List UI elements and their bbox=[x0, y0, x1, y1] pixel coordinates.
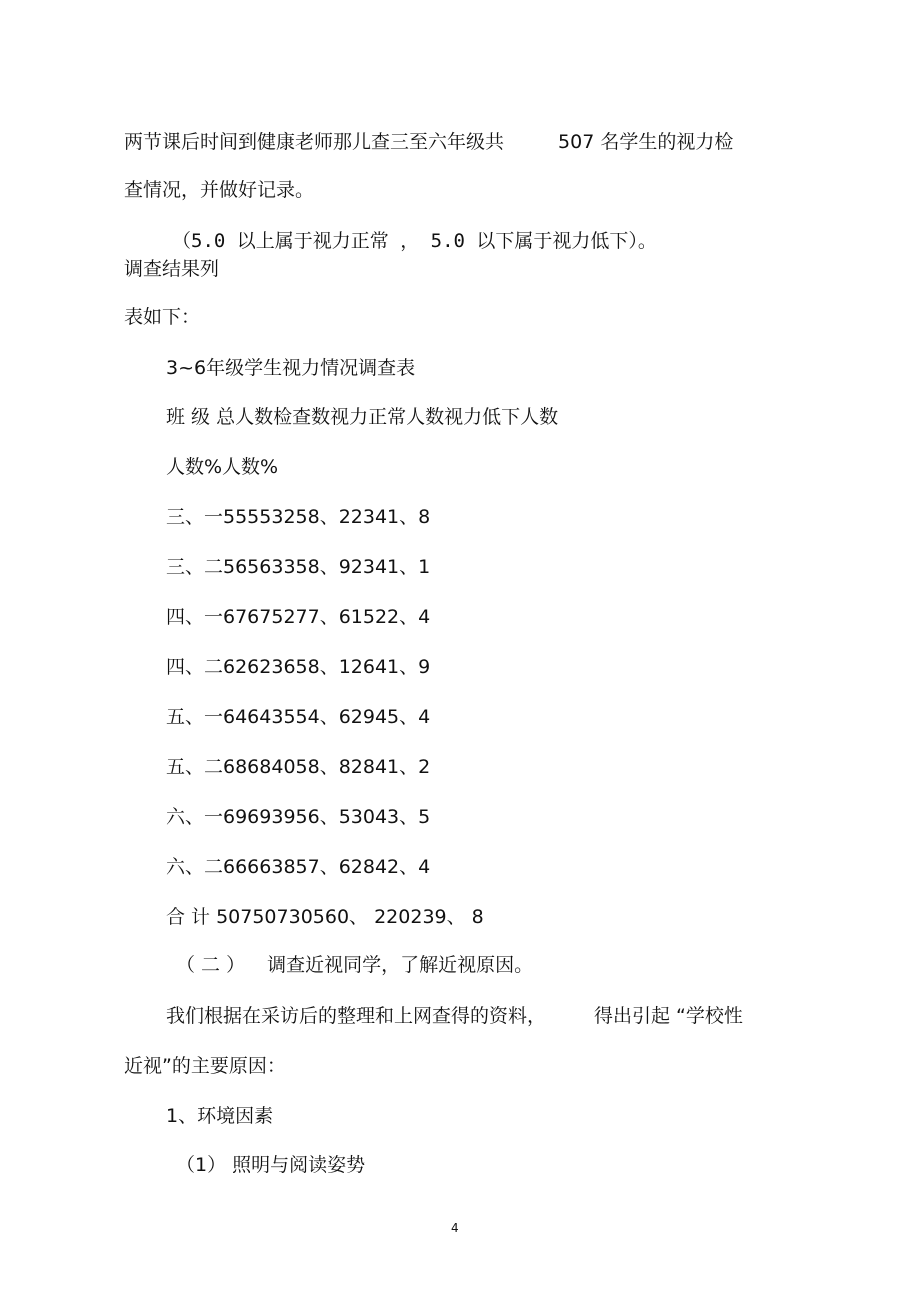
table-row: 四、一67675277、61522、4 bbox=[166, 606, 431, 628]
table-header-1: 班 级 总人数检查数视力正常人数视力低下人数 bbox=[166, 406, 559, 428]
table-row: 六、一69693956、53043、5 bbox=[166, 806, 431, 828]
paragraph-line-1 bbox=[124, 130, 733, 154]
result-intro-line-2: 表如下： bbox=[124, 306, 201, 328]
result-intro-line-1: 调查结果列 bbox=[124, 258, 220, 280]
table-row: 三、一55553258、22341、8 bbox=[166, 506, 431, 528]
table-row: 四、二62623658、12641、9 bbox=[166, 656, 431, 678]
vision-criteria: （5.0 以上属于视力正常 ， 5.0 以下属于视力低下）。 bbox=[172, 230, 657, 252]
section-paragraph-text: 我们根据在采访后的整理和上网查得的资料， bbox=[166, 1005, 547, 1027]
section-number: （ 二 ） bbox=[176, 954, 246, 976]
table-row: 五、一64643554、62945、4 bbox=[166, 706, 431, 728]
paragraph-text: 两节课后时间到健康老师那儿查三至六年级共 bbox=[124, 131, 505, 153]
section-paragraph-line-1 bbox=[166, 1004, 743, 1028]
factor-heading: 1、环境因素 bbox=[166, 1105, 274, 1127]
factor-subheading: （1） 照明与阅读姿势 bbox=[176, 1154, 366, 1176]
table-row: 三、二56563358、92341、1 bbox=[166, 556, 431, 578]
table-header-2: 人数%人数% bbox=[166, 456, 279, 478]
paragraph-text-count: 507 名学生的视力检 bbox=[558, 131, 734, 153]
table-total-row: 合 计 50750730560、 220239、 8 bbox=[166, 906, 484, 928]
section-heading bbox=[176, 953, 533, 977]
page-number: 4 bbox=[451, 1221, 459, 1235]
section-paragraph-line-2: 近视”的主要原因： bbox=[124, 1055, 286, 1077]
table-row: 六、二66663857、62842、4 bbox=[166, 856, 431, 878]
table-title: 3~6年级学生视力情况调查表 bbox=[166, 357, 416, 379]
section-paragraph-text-end: 得出引起 “学校性 bbox=[594, 1005, 743, 1027]
paragraph-line-2: 查情况，并做好记录。 bbox=[124, 179, 315, 201]
section-title: 调查近视同学，了解近视原因。 bbox=[267, 954, 534, 976]
table-row: 五、二68684058、82841、2 bbox=[166, 756, 431, 778]
